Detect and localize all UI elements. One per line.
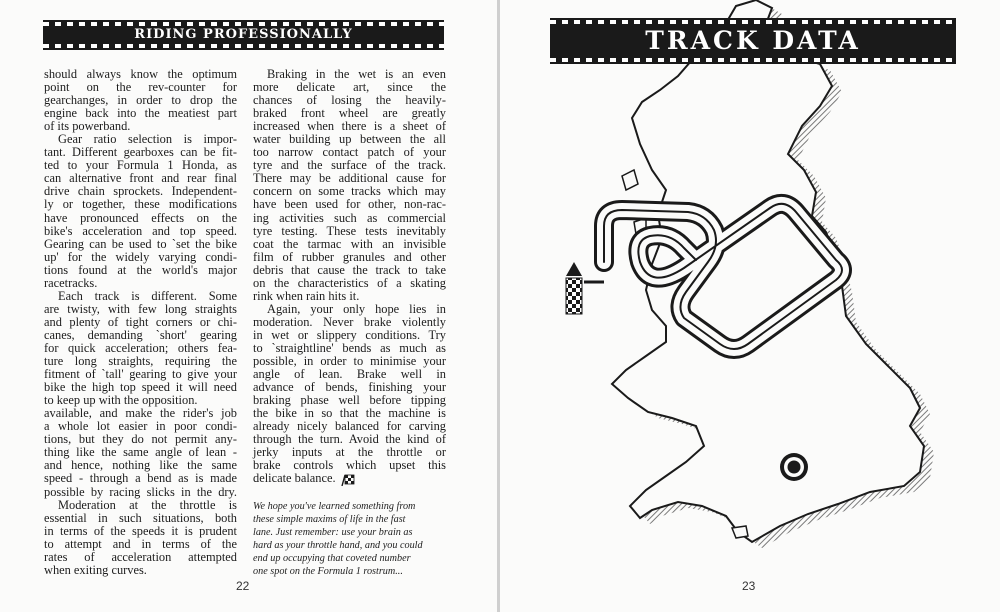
- text-line: the bike in so that the machine is: [253, 406, 446, 421]
- text-line: too narrow contact patch of your: [253, 145, 446, 160]
- checkered-border: [43, 22, 444, 26]
- text-line: delicate balance.: [253, 472, 446, 485]
- text-line: on the characteristics of a skating: [253, 275, 446, 290]
- text-line: when exiting curves.: [44, 562, 147, 577]
- page-title: TRACK DATA: [645, 26, 861, 55]
- text-line: to attempt and in terms of the: [44, 536, 237, 551]
- text-line: should always know the optimum: [44, 67, 237, 81]
- text-line: film of rubber granules and other: [253, 249, 446, 264]
- text-line: advance of bends, finishing your: [253, 380, 446, 395]
- text-line: and plenty of tight corners or chi-: [44, 314, 237, 329]
- text-line: up' for the widely varying condi-: [44, 249, 237, 264]
- section-header-banner: [43, 20, 444, 50]
- text-line: are twisty, with few long straights: [44, 301, 237, 316]
- closing-note-line: one spot on the Formula 1 rostrum...: [253, 566, 403, 577]
- text-line: more delicate art, since the: [253, 80, 446, 95]
- checkered-border: [43, 44, 444, 48]
- closing-note-line: these simple maxims of life in the fast: [253, 514, 406, 525]
- checkered-border: [550, 58, 956, 62]
- text-line: bike's acceleration and top speed.: [44, 223, 237, 238]
- text-line: There may be additional cause for: [253, 171, 446, 186]
- text-line: a whole lot easier in poor condi-: [44, 419, 237, 434]
- text-line: increased when there is a sheet of: [253, 119, 446, 134]
- text-line: moderation. Never brake violently: [253, 314, 446, 329]
- text-line: through the turn. Avoid the kind of: [253, 432, 446, 447]
- chequered-flag-icon: [566, 278, 582, 314]
- text-line: water building up between the all: [253, 132, 446, 147]
- text-line: of its powerband.: [44, 119, 131, 134]
- text-line: tions found at the world's major: [44, 262, 237, 277]
- text-column-2: [253, 68, 446, 486]
- text-line: and hence, nothing like the same: [44, 458, 237, 473]
- left-page: [0, 0, 497, 612]
- text-line: bike the high top speed it will need: [44, 380, 237, 395]
- text-line: have pronounced effects on the: [44, 210, 237, 225]
- text-line: concern on some tracks which may: [253, 184, 446, 199]
- section-header: RIDING PROFESSIONALLY: [134, 27, 353, 42]
- text-line: ture long straights, requiring the: [44, 354, 237, 369]
- text-line: possible by racing slicks in the dry.: [44, 484, 237, 499]
- text-line: ing activities such as commercial: [253, 210, 446, 225]
- closing-note-line: lane. Just remember: use your brain as: [253, 527, 413, 538]
- right-page: [500, 0, 1000, 612]
- text-line: braked front wheel are greatly: [253, 106, 446, 121]
- text-line: brake controls which upset this: [253, 458, 446, 473]
- text-line: jerky inputs at the throttle or: [253, 445, 446, 460]
- text-line: already nicely balanced for carving: [253, 419, 446, 434]
- closing-note-line: hard as your throttle hand, and you could: [253, 540, 423, 551]
- text-line: point on the rev-counter for: [44, 80, 237, 95]
- text-line: rink when rain hits it.: [253, 288, 360, 303]
- start-arrow-icon: [566, 262, 582, 276]
- text-line: in wet or slippery conditions. Try: [253, 327, 446, 342]
- text-line: fitment of `tall' gearing to give your: [44, 367, 237, 382]
- text-line: angle of lean. Brake well in: [253, 367, 446, 382]
- text-line: to keep up with the opposition.: [44, 393, 198, 408]
- text-line: rates of acceleration attempted: [44, 549, 237, 564]
- text-line: debris that cause the track to take: [253, 262, 446, 277]
- text-line: Moderation at the throttle is: [58, 497, 237, 512]
- text-line: ly or together, these modifications: [44, 197, 237, 212]
- circuit-location-marker-icon: [780, 453, 808, 481]
- island: [622, 170, 638, 190]
- text-line: tyre testing. These tests inevitably: [253, 223, 446, 238]
- text-line: available, and make the rider's job: [44, 406, 237, 421]
- text-line: coat the tarmac with an invisible: [253, 236, 446, 251]
- text-line: tant. Different gearboxes can be fit-: [44, 145, 237, 160]
- text-line: racetracks.: [44, 275, 98, 290]
- chequered-flag-icon: [340, 474, 356, 486]
- text-line: essential in such situations, both: [44, 510, 237, 525]
- text-line: Each track is different. Some: [58, 288, 237, 303]
- text-line: Again, your only hope lies in: [267, 301, 446, 316]
- closing-note: [253, 500, 453, 578]
- text-line: in terms of the speeds it is prudent: [44, 523, 237, 538]
- closing-note-line: We hope you've learned something from: [253, 501, 416, 512]
- track-map: [500, 0, 1000, 612]
- section-header-banner: [550, 18, 956, 64]
- island: [732, 526, 748, 538]
- text-column-1: [44, 68, 237, 577]
- text-line: gearchanges, in order to drop the: [44, 93, 237, 108]
- text-line: engine back into the meatiest part: [44, 106, 237, 121]
- text-line: possible, in order to minimise your: [253, 354, 446, 369]
- text-line: braking phase well before tipping: [253, 393, 446, 408]
- text-line: Gear ratio selection is impor-: [58, 132, 237, 147]
- text-line: chances of losing the heavily-: [253, 93, 446, 108]
- text-line: to `straightline' bends as much as: [253, 340, 446, 355]
- page-number: 23: [742, 579, 756, 593]
- text-line: tyre and the surface of the track.: [253, 158, 446, 173]
- checkered-border: [550, 20, 956, 24]
- text-line: Braking in the wet is an even: [267, 67, 446, 81]
- text-line: for quick acceleration; others fea-: [44, 340, 237, 355]
- text-line: can alternative front and rear final: [44, 171, 237, 186]
- text-line: tions, but they do not permit any-: [44, 432, 237, 447]
- text-line: thing like the same angle of lean -: [44, 445, 237, 460]
- text-line: have been used for other, non-rac-: [253, 197, 446, 212]
- text-line: drive chain sprockets. Independent-: [44, 184, 237, 199]
- text-line: Gearing can be used to `set the bike: [44, 236, 237, 251]
- text-line: ted to your Formula 1 Honda, as: [44, 158, 237, 173]
- text-line: canes, demanding `short' gearing: [44, 327, 237, 342]
- text-line: speed - through a bend as is made: [44, 471, 237, 486]
- closing-note-line: end up occupying that coveted number: [253, 553, 411, 564]
- page-number: 22: [236, 579, 250, 593]
